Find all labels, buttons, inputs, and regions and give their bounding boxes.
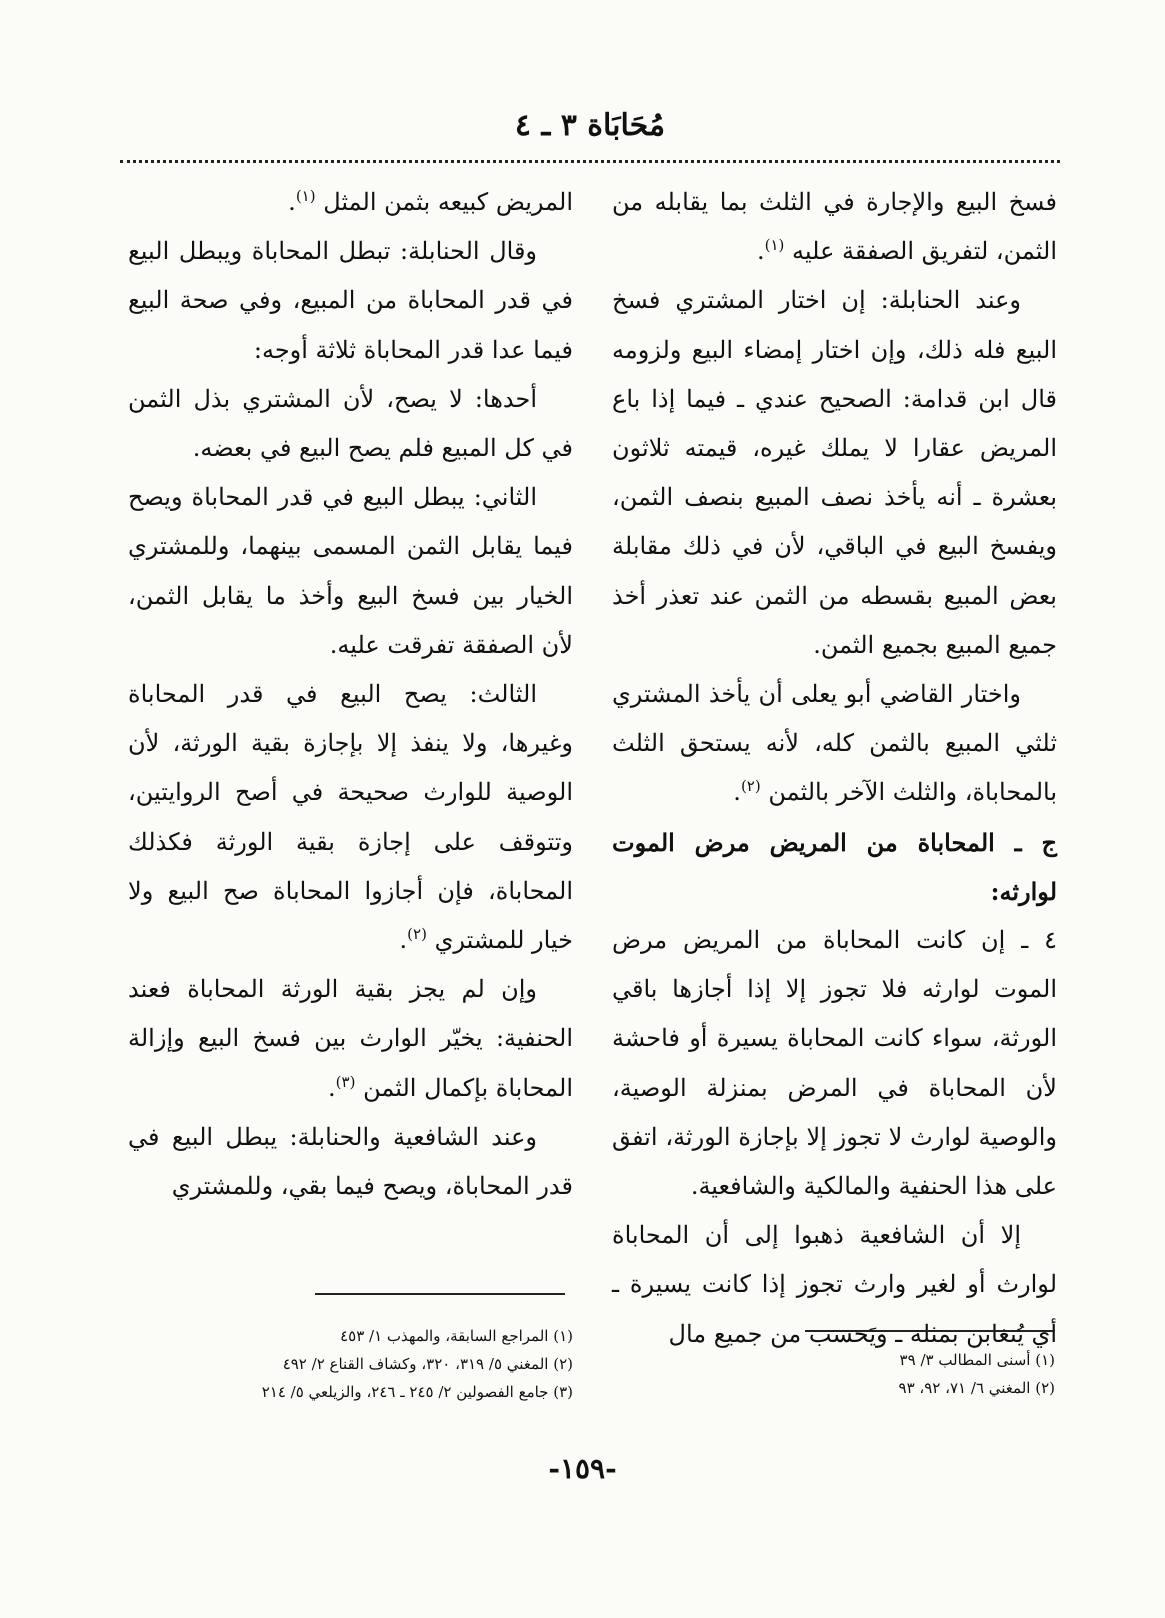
right-column — [612, 178, 1057, 1359]
footnote-divider-right — [805, 1330, 1055, 1332]
right-paragraph-1: فسخ البيع والإجارة في الثلث بما يقابله من الثمن، لتفريق الصفقة عليه $^{(١)}$. — [612, 188, 1057, 266]
footnote-ref: (١) — [295, 187, 316, 205]
footnote-ref: (٢) — [740, 777, 761, 796]
footnote-ref: (٣) — [335, 1072, 356, 1091]
page-header-title: مُحَابَاة ٣ ـ ٤ — [514, 108, 666, 143]
footnote-item: (١) أسنى المطالب ٣/ ٣٩ — [899, 1351, 1055, 1369]
left-p5-text: الثالث: يصح البيع في قدر المحاباة وغيرها، ولا ينفذ إلا بإجازة بقية الورثة، لأن الوصية للوارث صحيحة في أصح الروايتين، وتتوقف على إجازة بقية الورثة فكذلك المحاباة، فإن أجازوا المحاباة صح البيع ولا خيار للمشتري — [128, 680, 573, 955]
right-p3-text: واختار القاضي أبو يعلى أن يأخذ المشتري ثلثي المبيع بالثمن كله، لأنه يستحق الثلث بالمحاباة، والثلث الآخر بالثمن — [612, 680, 1057, 807]
footnote-item: (٣) جامع الفصولين ٢/ ٢٤٥ ـ ٢٤٦، والزيلعي ٥/ ٢١٤ — [261, 1383, 573, 1401]
left-paragraph-7: وعند الشافعية والحنابلة: يبطل البيع في قدر المحاباة، ويصح فيما بقي، وللمشتري — [128, 1122, 573, 1201]
right-paragraph-2: وعند الحنابلة: إن اختار المشتري فسخ البيع فله ذلك، وإن اختار إمضاء البيع ولزومه قال ابن قدامة: الصحيح عندي ـ فيما إذا باع المريض عقارا لا يملك غيره، قيمته ثلاثون بعشرة ـ أنه يأخذ نصف المبيع بنصف الثمن، ويفسخ البيع في الباقي، لأن في ذلك مقابلة بعض المبيع بقسطه من الثمن عند تعذر أخذ جميع المبيع بجميع الثمن. — [612, 286, 1057, 659]
left-p1-text: المريض كبيعه بثمن المثل — [323, 188, 573, 216]
header-dotted-rule — [120, 160, 1060, 163]
left-paragraph-2: وقال الحنابلة: تبطل المحاباة ويبطل البيع في قدر المحاباة من المبيع، وفي صحة البيع فيما عدا قدر المحاباة ثلاثة أوجه: — [128, 237, 573, 364]
footnote-item: (١) المراجع السابقة، والمهذب ١/ ٤٥٣ — [340, 1327, 573, 1345]
right-paragraph-3: واختار القاضي أبو يعلى أن يأخذ المشتري ثلثي المبيع بالثمن كله، لأنه يستحق الثلث بالمحاباة، والثلث الآخر بالثمن $^{(٢)}$. — [612, 680, 1057, 807]
left-paragraph-3: أحدها: لا يصح، لأن المشتري بذل الثمن في كل المبيع فلم يصح البيع في بعضه. — [128, 384, 573, 463]
footnote-ref: (١) — [764, 236, 785, 255]
right-paragraph-5: إلا أن الشافعية ذهبوا إلى أن المحاباة لوارث أو لغير وارث تجوز إذا كانت يسيرة ـ أي يُتغابن بمثله ـ ويَحسب من جميع مال — [612, 1221, 1057, 1348]
left-column — [128, 178, 573, 1211]
right-p1-text: فسخ البيع والإجارة في الثلث بما يقابله من الثمن، لتفريق الصفقة عليه — [612, 188, 1057, 266]
right-paragraph-4: ٤ ـ إن كانت المحاباة من المريض مرض الموت لوارثه فلا تجوز إلا إذا أجازها باقي الورثة، سواء كانت المحاباة يسيرة أو فاحشة لأن المحاباة في المرض بمنزلة الوصية، والوصية لوارث لا تجوز إلا بإجازة الورثة، اتفق على هذا الحنفية والمالكية والشافعية. — [612, 926, 1057, 1201]
footnote-divider-left — [315, 1293, 565, 1295]
left-p6-text: وإن لم يجز بقية الورثة المحاباة فعند الحنفية: يخيّر الوارث بين فسخ البيع وإزالة المحاباة بإكمال الثمن — [128, 975, 573, 1102]
footnote-item: (٢) المغني ٦/ ٧١، ٩٢، ٩٣ — [898, 1379, 1055, 1397]
footnotes-left — [128, 1322, 573, 1406]
left-paragraph-5: الثالث: يصح البيع في قدر المحاباة وغيرها، ولا ينفذ إلا بإجازة بقية الورثة، لأن الوصية للوارث صحيحة في أصح الروايتين، وتتوقف على إجازة بقية الورثة فكذلك المحاباة، فإن أجازوا المحاباة صح البيع ولا خيار للمشتري $^{(٢)}$. — [128, 680, 573, 955]
left-paragraph-6: وإن لم يجز بقية الورثة المحاباة فعند الحنفية: يخيّر الوارث بين فسخ البيع وإزالة المحاباة بإكمال الثمن $^{(٣)}$. — [128, 975, 573, 1102]
footnote-ref: (٢) — [407, 925, 427, 944]
page-number: -١٥٩- — [548, 1452, 617, 1485]
footnote-item: (٢) المغني ٥/ ٣١٩، ٣٢٠، وكشاف القناع ٢/ ٤٩٢ — [282, 1355, 573, 1373]
section-heading: ج ـ المحاباة من المريض مرض الموت لوارثه: — [612, 827, 1057, 906]
footnotes-right — [610, 1346, 1055, 1402]
left-paragraph-1: المريض كبيعه بثمن المثل $^{(١)}$. — [288, 187, 573, 216]
left-paragraph-4: الثاني: يبطل البيع في قدر المحاباة ويصح فيما يقابل الثمن المسمى بينهما، وللمشتري الخيار بين فسخ البيع وأخذ ما يقابل الثمن، لأن الصفقة تفرقت عليه. — [128, 483, 573, 659]
